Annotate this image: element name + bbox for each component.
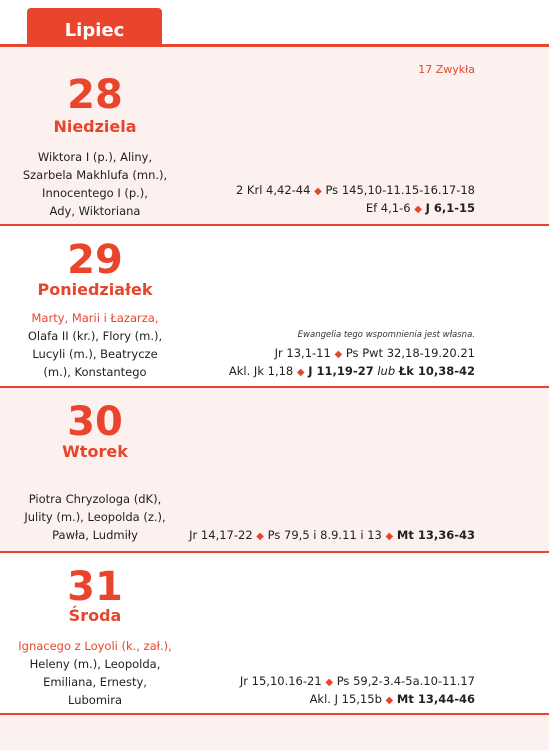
day-entry-28 bbox=[0, 47, 549, 224]
bullet-icon: ◆ bbox=[325, 677, 334, 688]
bullet-icon: ◆ bbox=[385, 695, 394, 706]
gospel-note: Ewangelia tego wspomnienia jest własna. bbox=[297, 330, 475, 340]
readings-line: Jr 13,1-11 ◆ Ps Pwt 32,18-19.20.21 bbox=[274, 346, 475, 360]
readings-line: 2 Krl 4,42-44 ◆ Ps 145,10-11.15-16.17-18 bbox=[235, 183, 475, 197]
liturgical-week: 17 Zwykła bbox=[418, 63, 475, 76]
day-number: 29 bbox=[67, 237, 123, 283]
day-entry-31 bbox=[0, 553, 549, 713]
readings-line: Ef 4,1-6 ◆ J 6,1-15 bbox=[365, 201, 475, 215]
next-day-stub bbox=[0, 715, 549, 750]
saints-list: Piotra Chryzologa (dK), Julity (m.), Leopolda (z.), Pawła, Ludmiły bbox=[24, 492, 166, 542]
day-number: 31 bbox=[67, 564, 123, 610]
day-name: Środa bbox=[68, 606, 122, 625]
bullet-icon: ◆ bbox=[414, 204, 422, 215]
day-entry-30 bbox=[0, 388, 549, 551]
day-name: Wtorek bbox=[62, 442, 128, 461]
readings-line: Jr 14,17-22 ◆ Ps 79,5 i 8.9.11 i 13 ◆ Mt 13,36-43 bbox=[189, 528, 475, 542]
readings-line: Jr 15,10.16-21 ◆ Ps 59,2-3.4-5a.10-11.17 bbox=[239, 674, 475, 688]
day-entry-29 bbox=[0, 226, 549, 386]
bullet-icon: ◆ bbox=[334, 349, 343, 360]
bullet-icon: ◆ bbox=[256, 531, 264, 542]
month-label: Lipiec bbox=[64, 19, 125, 41]
bullet-icon: ◆ bbox=[385, 531, 394, 542]
day-name: Niedziela bbox=[53, 117, 137, 136]
day-number: 28 bbox=[67, 72, 123, 118]
bullet-icon: ◆ bbox=[314, 186, 322, 197]
saints-list: Ignacego z Loyoli (k., zał.), Heleny (m.), Leopolda, Emiliana, Ernesty, Lubomira bbox=[18, 639, 172, 707]
saints-list: Marty, Marii i Łazarza, Olafa II (kr.), Flory (m.), Lucyli (m.), Beatrycze (m.), Konstantego bbox=[27, 311, 163, 379]
day-name: Poniedziałek bbox=[37, 280, 153, 299]
readings-line: Akl. J 15,15b ◆ Mt 13,44-46 bbox=[309, 692, 475, 706]
saints-list: Wiktora I (p.), Aliny, Szarbela Makhlufa (mn.), Innocentego I (p.), Ady, Wiktoriana bbox=[22, 150, 168, 218]
day-number: 30 bbox=[67, 399, 123, 445]
readings-line: Akl. Jk 1,18 ◆ J 11,19-27 lub Łk 10,38-42 bbox=[228, 364, 475, 378]
bullet-icon: ◆ bbox=[296, 367, 305, 378]
